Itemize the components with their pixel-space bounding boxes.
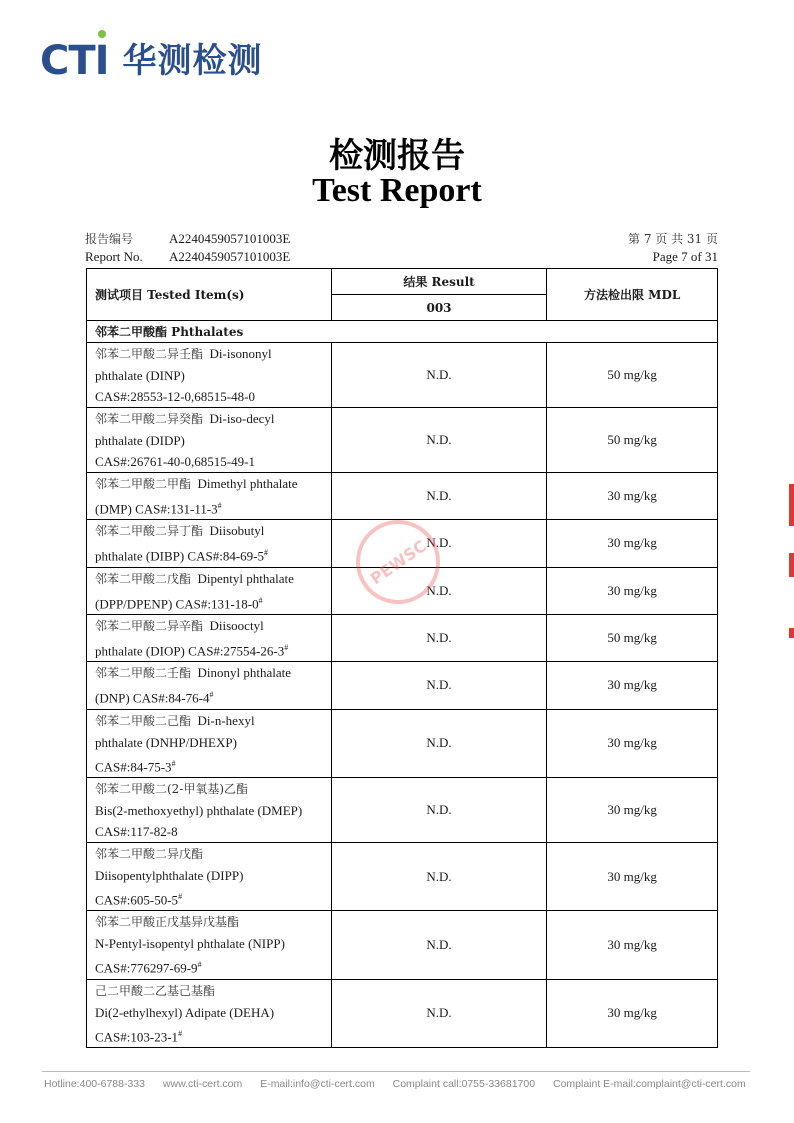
item-name-en: Di-iso-decyl	[209, 411, 275, 426]
result-cell: N.D.	[331, 520, 547, 567]
page-number-cn: 第 7 页 共 31 页	[628, 232, 718, 246]
cas-footnote-mark: #	[178, 1028, 183, 1038]
item-cas: CAS#:776297-69-9	[95, 960, 198, 976]
item-cas: CAS#:26761-40-0,68515-49-1	[95, 454, 255, 469]
tested-item-cell	[87, 662, 332, 709]
item-name-en: Di-isononyl	[209, 346, 272, 361]
footer-email: E-mail:info@cti-cert.com	[260, 1078, 375, 1090]
cas-footnote-mark: #	[263, 548, 268, 558]
tested-item-cell	[87, 777, 332, 842]
result-cell: N.D.	[331, 842, 547, 910]
item-name-cn: 邻苯二甲酸二异丁酯	[95, 524, 204, 539]
result-cell: N.D.	[331, 614, 547, 661]
mdl-cell: 50 mg/kg	[547, 343, 718, 408]
report-title-cn: 检测报告	[329, 136, 465, 176]
item-name-en-cont: phthalate (DIBP) CAS#:84-69-5	[95, 548, 264, 564]
tested-item-cell	[87, 408, 332, 473]
table-row	[87, 343, 718, 408]
item-name-en-cont: phthalate (DIOP) CAS#:27554-26-3	[95, 643, 285, 659]
result-cell: N.D.	[331, 567, 547, 614]
item-cas: CAS#:117-82-8	[95, 823, 178, 839]
item-name-en-cont: (DPP/DPENP) CAS#:131-18-0	[95, 595, 259, 611]
tested-item-cell	[87, 842, 332, 910]
table-row	[87, 614, 718, 661]
mdl-cell: 30 mg/kg	[547, 473, 718, 520]
logo-dot-icon	[98, 30, 106, 38]
item-name-en-cont: Diisopentylphthalate (DIPP)	[95, 867, 244, 883]
item-cas: CAS#:103-23-1	[95, 1028, 179, 1044]
mdl-cell: 30 mg/kg	[547, 777, 718, 842]
item-cas: CAS#:84-75-3	[95, 758, 172, 774]
watermark-stamp: PEWSC	[340, 504, 457, 621]
item-name-cn: 邻苯二甲酸二壬酯	[95, 666, 192, 681]
result-cell: N.D.	[331, 777, 547, 842]
item-name-en: Diisobutyl	[209, 523, 265, 539]
mdl-cell: 30 mg/kg	[547, 979, 718, 1047]
item-name-cn: 己二甲酸二乙基己基酯	[95, 983, 216, 998]
table-row	[87, 709, 718, 777]
mdl-cell: 30 mg/kg	[547, 709, 718, 777]
tested-item-cell	[87, 567, 332, 614]
item-name-cn: 邻苯二甲酸二甲酯	[95, 477, 192, 491]
result-cell: N.D.	[331, 408, 547, 473]
cas-footnote-mark: #	[171, 758, 176, 768]
page-number-en: Page 7 of 31	[652, 249, 718, 264]
item-name-en-cont: phthalate (DINP)	[95, 368, 185, 383]
tested-item-cell	[87, 614, 332, 661]
table-row	[87, 473, 718, 520]
item-name-en-cont: Di(2-ethylhexyl) Adipate (DEHA)	[95, 1004, 275, 1020]
page-number-block	[628, 230, 718, 266]
item-name-en-cont: (DNP) CAS#:84-76-4	[95, 690, 210, 706]
footer-complaint-call: Complaint call:0755-33681700	[392, 1078, 536, 1090]
result-cell: N.D.	[331, 979, 547, 1047]
cas-footnote-mark: #	[197, 960, 202, 970]
table-row	[87, 842, 718, 910]
footer-website: www.cti-cert.com	[162, 1078, 243, 1090]
item-name-en-cont: N-Pentyl-isopentyl phthalate (NIPP)	[95, 936, 285, 952]
report-title-en: Test Report	[312, 172, 482, 209]
cas-footnote-mark: #	[258, 595, 263, 605]
result-cell: N.D.	[331, 473, 547, 520]
result-cell: N.D.	[331, 709, 547, 777]
item-name-en: Dimethyl phthalate	[197, 476, 298, 491]
header-sample-id: 003	[331, 295, 547, 321]
item-name-en-cont: Bis(2-methoxyethyl) phthalate (DMEP)	[95, 802, 303, 818]
mdl-cell: 30 mg/kg	[547, 842, 718, 910]
item-cas: CAS#:605-50-5	[95, 892, 179, 908]
company-logo	[40, 36, 263, 86]
category-row: 邻苯二甲酸酯 Phthalates	[87, 321, 718, 343]
tested-item-cell	[87, 911, 332, 979]
edge-mark	[789, 628, 794, 638]
footer-hotline: Hotline:400-6788-333	[44, 1078, 145, 1090]
header-mdl: 方法检出限 MDL	[547, 269, 718, 321]
mdl-cell: 30 mg/kg	[547, 911, 718, 979]
result-cell: N.D.	[331, 343, 547, 408]
mdl-cell: 30 mg/kg	[547, 520, 718, 567]
cas-footnote-mark: #	[209, 690, 214, 700]
report-no-value-en: A2240459057101003E	[169, 249, 291, 264]
header-tested-item: 测试项目 Tested Item(s)	[87, 269, 332, 321]
table-row	[87, 979, 718, 1047]
footer-complaint-email: Complaint E-mail:complaint@cti-cert.com	[552, 1078, 746, 1090]
item-name-en: Dinonyl phthalate	[197, 665, 292, 681]
footer	[44, 1078, 761, 1090]
report-no-label-cn: 报告编号	[85, 232, 134, 246]
table-row	[87, 911, 718, 979]
tested-item-cell	[87, 473, 332, 520]
item-name-cn: 邻苯二甲酸二戊酯	[95, 571, 192, 586]
cas-footnote-mark: #	[284, 642, 289, 652]
table-row	[87, 662, 718, 709]
tested-item-cell	[87, 709, 332, 777]
logo-cti-text: CTI	[40, 38, 109, 84]
mdl-cell: 30 mg/kg	[547, 662, 718, 709]
item-name-en: Dipentyl phthalate	[197, 570, 294, 586]
item-name-en-cont: phthalate (DNHP/DHEXP)	[95, 734, 237, 750]
table-row	[87, 408, 718, 473]
mdl-cell: 50 mg/kg	[547, 614, 718, 661]
result-cell: N.D.	[331, 662, 547, 709]
header-result: 结果 Result	[331, 269, 547, 295]
item-name-cn: 邻苯二甲酸二己酯	[95, 713, 192, 728]
tested-item-cell	[87, 520, 332, 567]
footer-divider	[42, 1071, 750, 1072]
item-name-en-cont: (DMP) CAS#:131-11-3	[95, 501, 218, 517]
table-row	[87, 777, 718, 842]
item-name-en: Diisooctyl	[209, 617, 264, 633]
report-number-block	[85, 230, 290, 266]
cas-footnote-mark: #	[178, 891, 183, 901]
tested-item-cell	[87, 979, 332, 1047]
edge-mark	[789, 553, 794, 577]
item-name-en: Di-n-hexyl	[197, 712, 255, 728]
report-no-label-en: Report No.	[85, 249, 143, 264]
item-name-en-cont: phthalate (DIDP)	[95, 433, 185, 448]
item-name-cn: 邻苯二甲酸二(2-甲氧基)乙酯	[95, 781, 249, 796]
item-name-cn: 邻苯二甲酸正戊基异戊基酯	[95, 915, 240, 930]
result-cell: N.D.	[331, 911, 547, 979]
tested-item-cell	[87, 343, 332, 408]
logo-cn-text: 华测检测	[122, 41, 263, 81]
item-name-cn: 邻苯二甲酸二异壬酯	[95, 347, 204, 361]
item-name-cn: 邻苯二甲酸二异戊酯	[95, 846, 204, 861]
mdl-cell: 50 mg/kg	[547, 408, 718, 473]
mdl-cell: 30 mg/kg	[547, 567, 718, 614]
item-cas: CAS#:28553-12-0,68515-48-0	[95, 389, 255, 404]
edge-mark	[789, 484, 794, 526]
item-name-cn: 邻苯二甲酸二异辛酯	[95, 618, 204, 633]
results-table	[86, 268, 718, 1048]
item-name-cn: 邻苯二甲酸二异癸酯	[95, 412, 204, 426]
report-no-value: A2240459057101003E	[169, 231, 291, 246]
cas-footnote-mark: #	[217, 501, 222, 510]
